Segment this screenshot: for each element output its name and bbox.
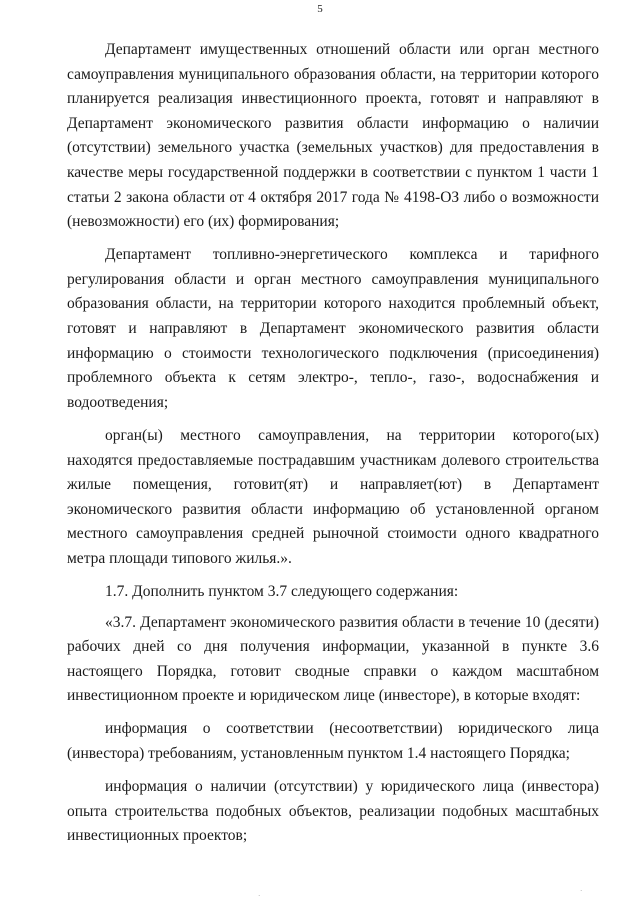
scan-speck: · (580, 887, 583, 895)
paragraph-compliance-info: информация о соответствии (несоответствии) юридического лица (инвестора) требованиям, установленным пунктом 1.4 настоящего Порядка; (67, 720, 599, 763)
document-body (67, 38, 599, 857)
paragraph-land-plot-info: Департамент имущественных отношений области или орган местного самоуправления муниципального образования области, на территории которого планируется реализация инвестиционного проекта, готовят и направляют в Департамент экономического развития области информацию о наличии (отсутствии) земельного участка (земельных участков) для предоставления в качестве меры государственной поддержки в соответствии с пунктом 1 части 1 статьи 2 закона области от 4 октября 2017 года № 4198-ОЗ либо о возможности (невозможности) его (их) формирования; (67, 41, 599, 231)
page-number: 5 (317, 3, 323, 15)
paragraph-summary-reports: «3.7. Департамент экономического развития области в течение 10 (десяти) рабочих дней со дня получения информации, указанной в пункте 3.6 настоящего Порядка, готовит сводные справки о каждом масштабном инвестиционном проекте и юридическом лице (инвесторе), в которые входят: (67, 613, 599, 705)
paragraph-amendment-3-7: 1.7. Дополнить пунктом 3.7 следующего содержания: (105, 582, 459, 600)
paragraph-housing-price-info: орган(ы) местного самоуправления, на территории которого(ых) находятся предоставляемые пострадавшим участникам долевого строительства жилые помещения, готовит(ят) и направляет(ют) в Департамент экономического развития области информацию об установленной органом местного самоуправления средней рыночной стоимости одного квадратного метра площади типового жилья.». (67, 426, 599, 567)
paragraph-energy-connection-cost: Департамент топливно-энергетического комплекса и тарифного регулирования области и орган местного самоуправления муниципального образования области, на территории которого находится проблемный объект, готовят и направляют в Департамент экономического развития области информацию о стоимости технологического подключения (присоединения) проблемного объекта к сетям электро-, тепло-, газо-, водоснабжения и водоотведения; (67, 246, 599, 411)
scan-speck: · (258, 892, 261, 900)
paragraph-experience-info: информация о наличии (отсутствии) у юридического лица (инвестора) опыта строительства подобных объектов, реализации подобных масштабных инвестиционных проектов; (67, 778, 599, 845)
